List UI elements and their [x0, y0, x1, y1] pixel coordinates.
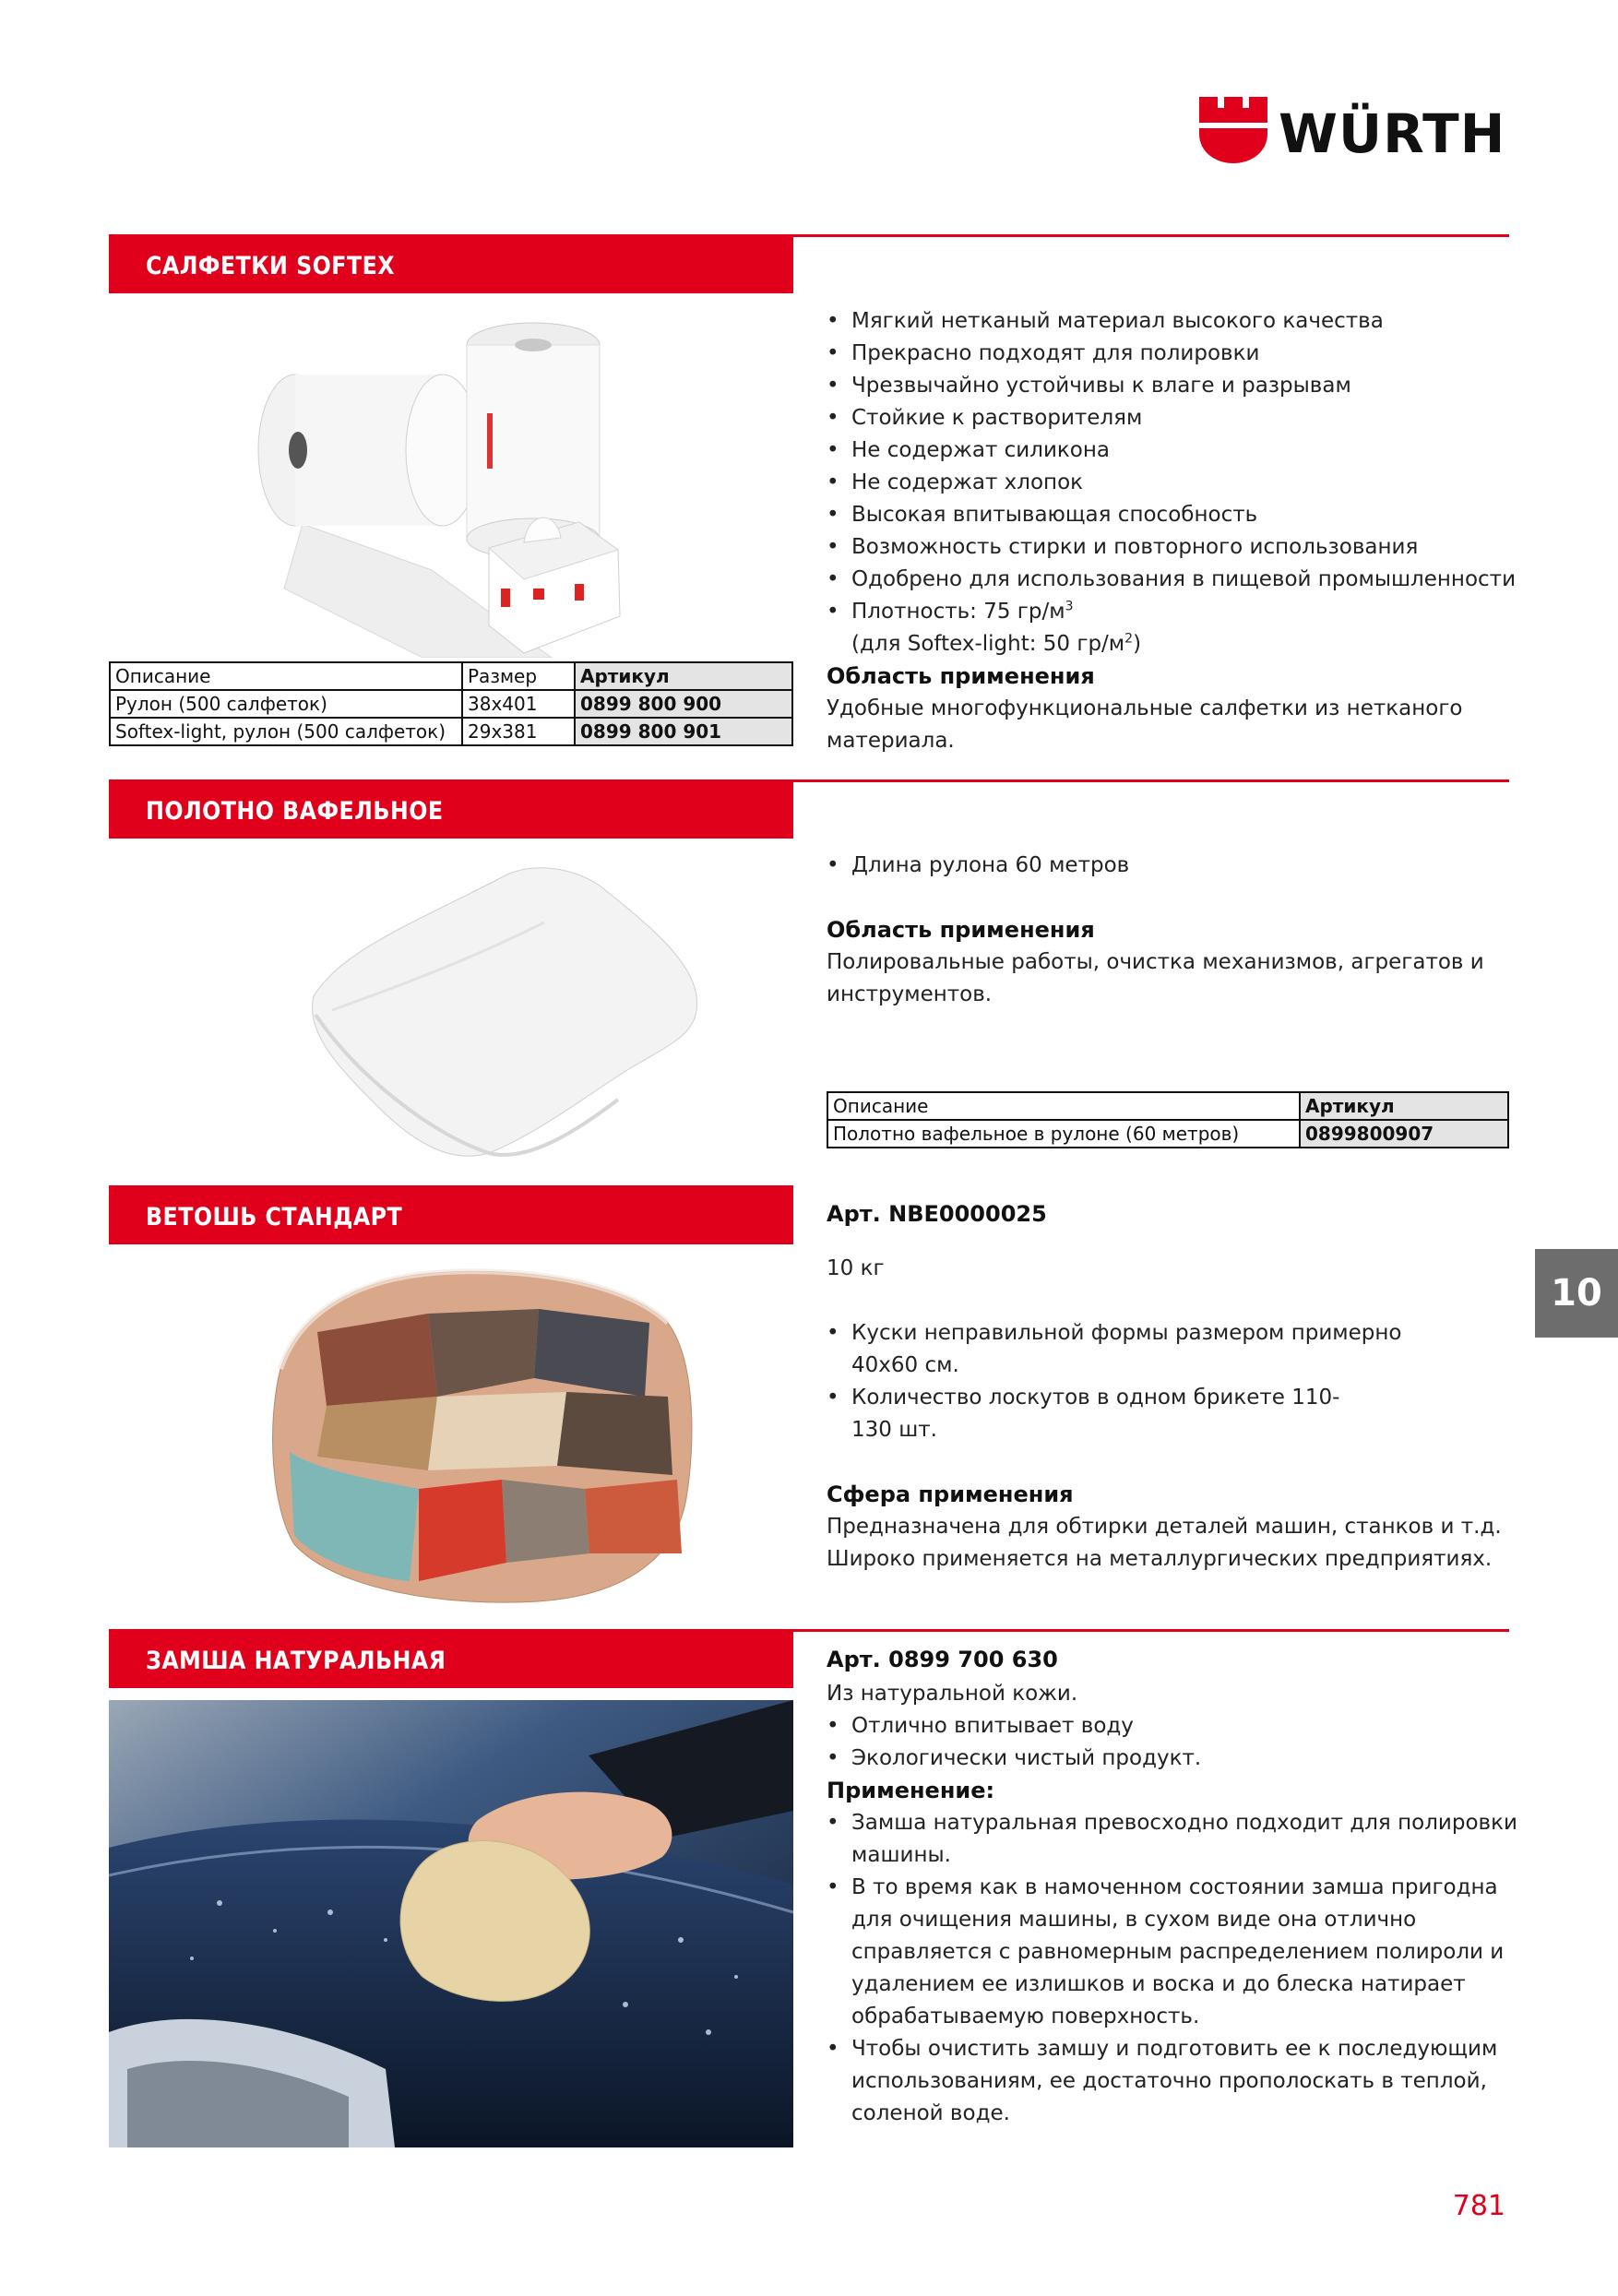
feature-bullet: • Куски неправильной формы размером примерно 40х60 см.: [827, 1317, 1423, 1382]
density-bullet: [827, 596, 1528, 628]
feature-bullet: • Одобрено для использования в пищевой промышленности: [827, 564, 1528, 596]
density-light-suffix: ): [1133, 632, 1142, 656]
table-cell: 0899800907: [1300, 1120, 1508, 1148]
section-header-chamois: [109, 1631, 793, 1688]
density-sup: 3: [1065, 599, 1074, 614]
softex-description: [827, 305, 1528, 757]
table-row: [827, 1120, 1508, 1148]
table-header-row: [827, 1092, 1508, 1120]
table-cell: 29x381: [462, 718, 575, 745]
page-number: 781: [1452, 2190, 1505, 2222]
table-cell: Рулон (500 салфеток): [110, 690, 462, 718]
feature-bullet: • Отлично впитывает воду: [827, 1710, 1528, 1743]
density-light-text: (для Softex-light: 50 гр/м: [851, 632, 1125, 656]
softex-product-image: [247, 312, 644, 658]
section-header-waffle: [109, 781, 793, 839]
rags-bale-image: [262, 1258, 705, 1609]
usage-text: Полировальные работы, очистка механизмов, агрегатов и инструментов.: [827, 950, 1484, 1006]
table-cell: Полотно вафельное в рулоне (60 метров): [827, 1120, 1300, 1148]
chamois-product-image: [109, 1700, 793, 2147]
waffle-articles-table: [827, 1091, 1509, 1148]
feature-bullet: • Количество лоскутов в одном брикете 110-130 шт.: [827, 1382, 1368, 1446]
feature-bullet: • Чрезвычайно устойчивы к влаге и разрывам: [827, 370, 1528, 402]
feature-bullet: • Высокая впитывающая способность: [827, 499, 1528, 531]
feature-bullet: • Мягкий нетканый материал высокого качества: [827, 305, 1528, 338]
usage-bullet: • В то время как в намоченном состоянии замша пригодна для очищения машины, в сухом виде она отлично справляется с равномерным распределением полироли и удалением ее излишков и воска и до блеска натирает обрабатываемую поверхность.: [827, 1872, 1525, 2033]
usage-heading: Область применения: [827, 917, 1095, 943]
feature-bullet: • Возможность стирки и повторного использования: [827, 531, 1528, 564]
weight-text: 10 кг: [827, 1256, 885, 1280]
waffle-product-image: [304, 858, 701, 1162]
usage-heading: Применение:: [827, 1778, 995, 1803]
usage-heading: Сфера применения: [827, 1481, 1074, 1507]
wurth-logo-text: WÜRTH: [1279, 102, 1506, 165]
feature-bullet: • Не содержат хлопок: [827, 467, 1528, 499]
car-polishing-photo: [109, 1700, 793, 2147]
section-title: ПОЛОТНО ВАФЕЛЬНОЕ: [146, 797, 444, 826]
table-header-cell: Артикул: [1300, 1092, 1508, 1120]
usage-text: Удобные многофункциональные салфетки из нетканого материала.: [827, 696, 1463, 753]
section-title: САЛФЕТКИ SOFTEX: [146, 252, 396, 280]
feature-bullet: • Прекрасно подходят для полировки: [827, 338, 1528, 370]
density-light-line: [827, 628, 1528, 660]
waffle-description: [827, 850, 1528, 1011]
table-cell: Softex-light, рулон (500 салфеток): [110, 718, 462, 745]
table-header-cell: Артикул: [575, 662, 792, 690]
table-row: [110, 690, 792, 718]
usage-bullet: • Замша натуральная превосходно подходит для полировки машины.: [827, 1807, 1525, 1872]
rags-product-image: [262, 1258, 705, 1609]
table-header-cell: Размер: [462, 662, 575, 690]
table-header-row: [110, 662, 792, 690]
softex-articles-table: [109, 661, 793, 746]
table-cell: 0899 800 900: [575, 690, 792, 718]
rags-description: [827, 1196, 1528, 1576]
intro-text: Из натуральной кожи.: [827, 1682, 1078, 1706]
density-light-sup: 2: [1124, 631, 1134, 647]
table-row: [110, 718, 792, 745]
section-header-softex: [109, 236, 793, 293]
feature-bullet: • Стойкие к растворителям: [827, 402, 1528, 434]
chapter-tab: 10: [1535, 1249, 1618, 1338]
table-cell: 38x401: [462, 690, 575, 718]
usage-heading: Область применения: [827, 663, 1095, 689]
article-number: Арт. 0899 700 630: [827, 1647, 1058, 1672]
waffle-fabric-image: [304, 858, 701, 1162]
feature-bullet: • Не содержат силикона: [827, 434, 1528, 467]
feature-bullet: • Длина рулона 60 метров: [827, 850, 1528, 882]
section-title: ВЕТОШЬ СТАНДАРТ: [146, 1203, 403, 1231]
article-number: Арт. NBE0000025: [827, 1201, 1047, 1227]
table-cell: 0899 800 901: [575, 718, 792, 745]
section-header-rags: [109, 1187, 793, 1244]
wurth-logo-mark-icon: [1199, 97, 1267, 163]
usage-bullet: • Чтобы очистить замшу и подготовить ее к последующим использованиям, ее достаточно прополоскать в теплой, соленой воде.: [827, 2033, 1525, 2130]
table-header-cell: Описание: [110, 662, 462, 690]
chamois-description: [827, 1641, 1528, 2130]
density-text: Плотность: 75 гр/м: [851, 600, 1065, 624]
feature-bullet: • Экологически чистый продукт.: [827, 1743, 1528, 1775]
wurth-logo: [1199, 97, 1513, 171]
usage-text: Предназначена для обтирки деталей машин, станков и т.д. Широко применяется на металлургических предприятиях.: [827, 1515, 1502, 1571]
softex-rolls-image: [247, 312, 644, 658]
table-header-cell: Описание: [827, 1092, 1300, 1120]
section-title: ЗАМША НАТУРАЛЬНАЯ: [146, 1647, 446, 1675]
